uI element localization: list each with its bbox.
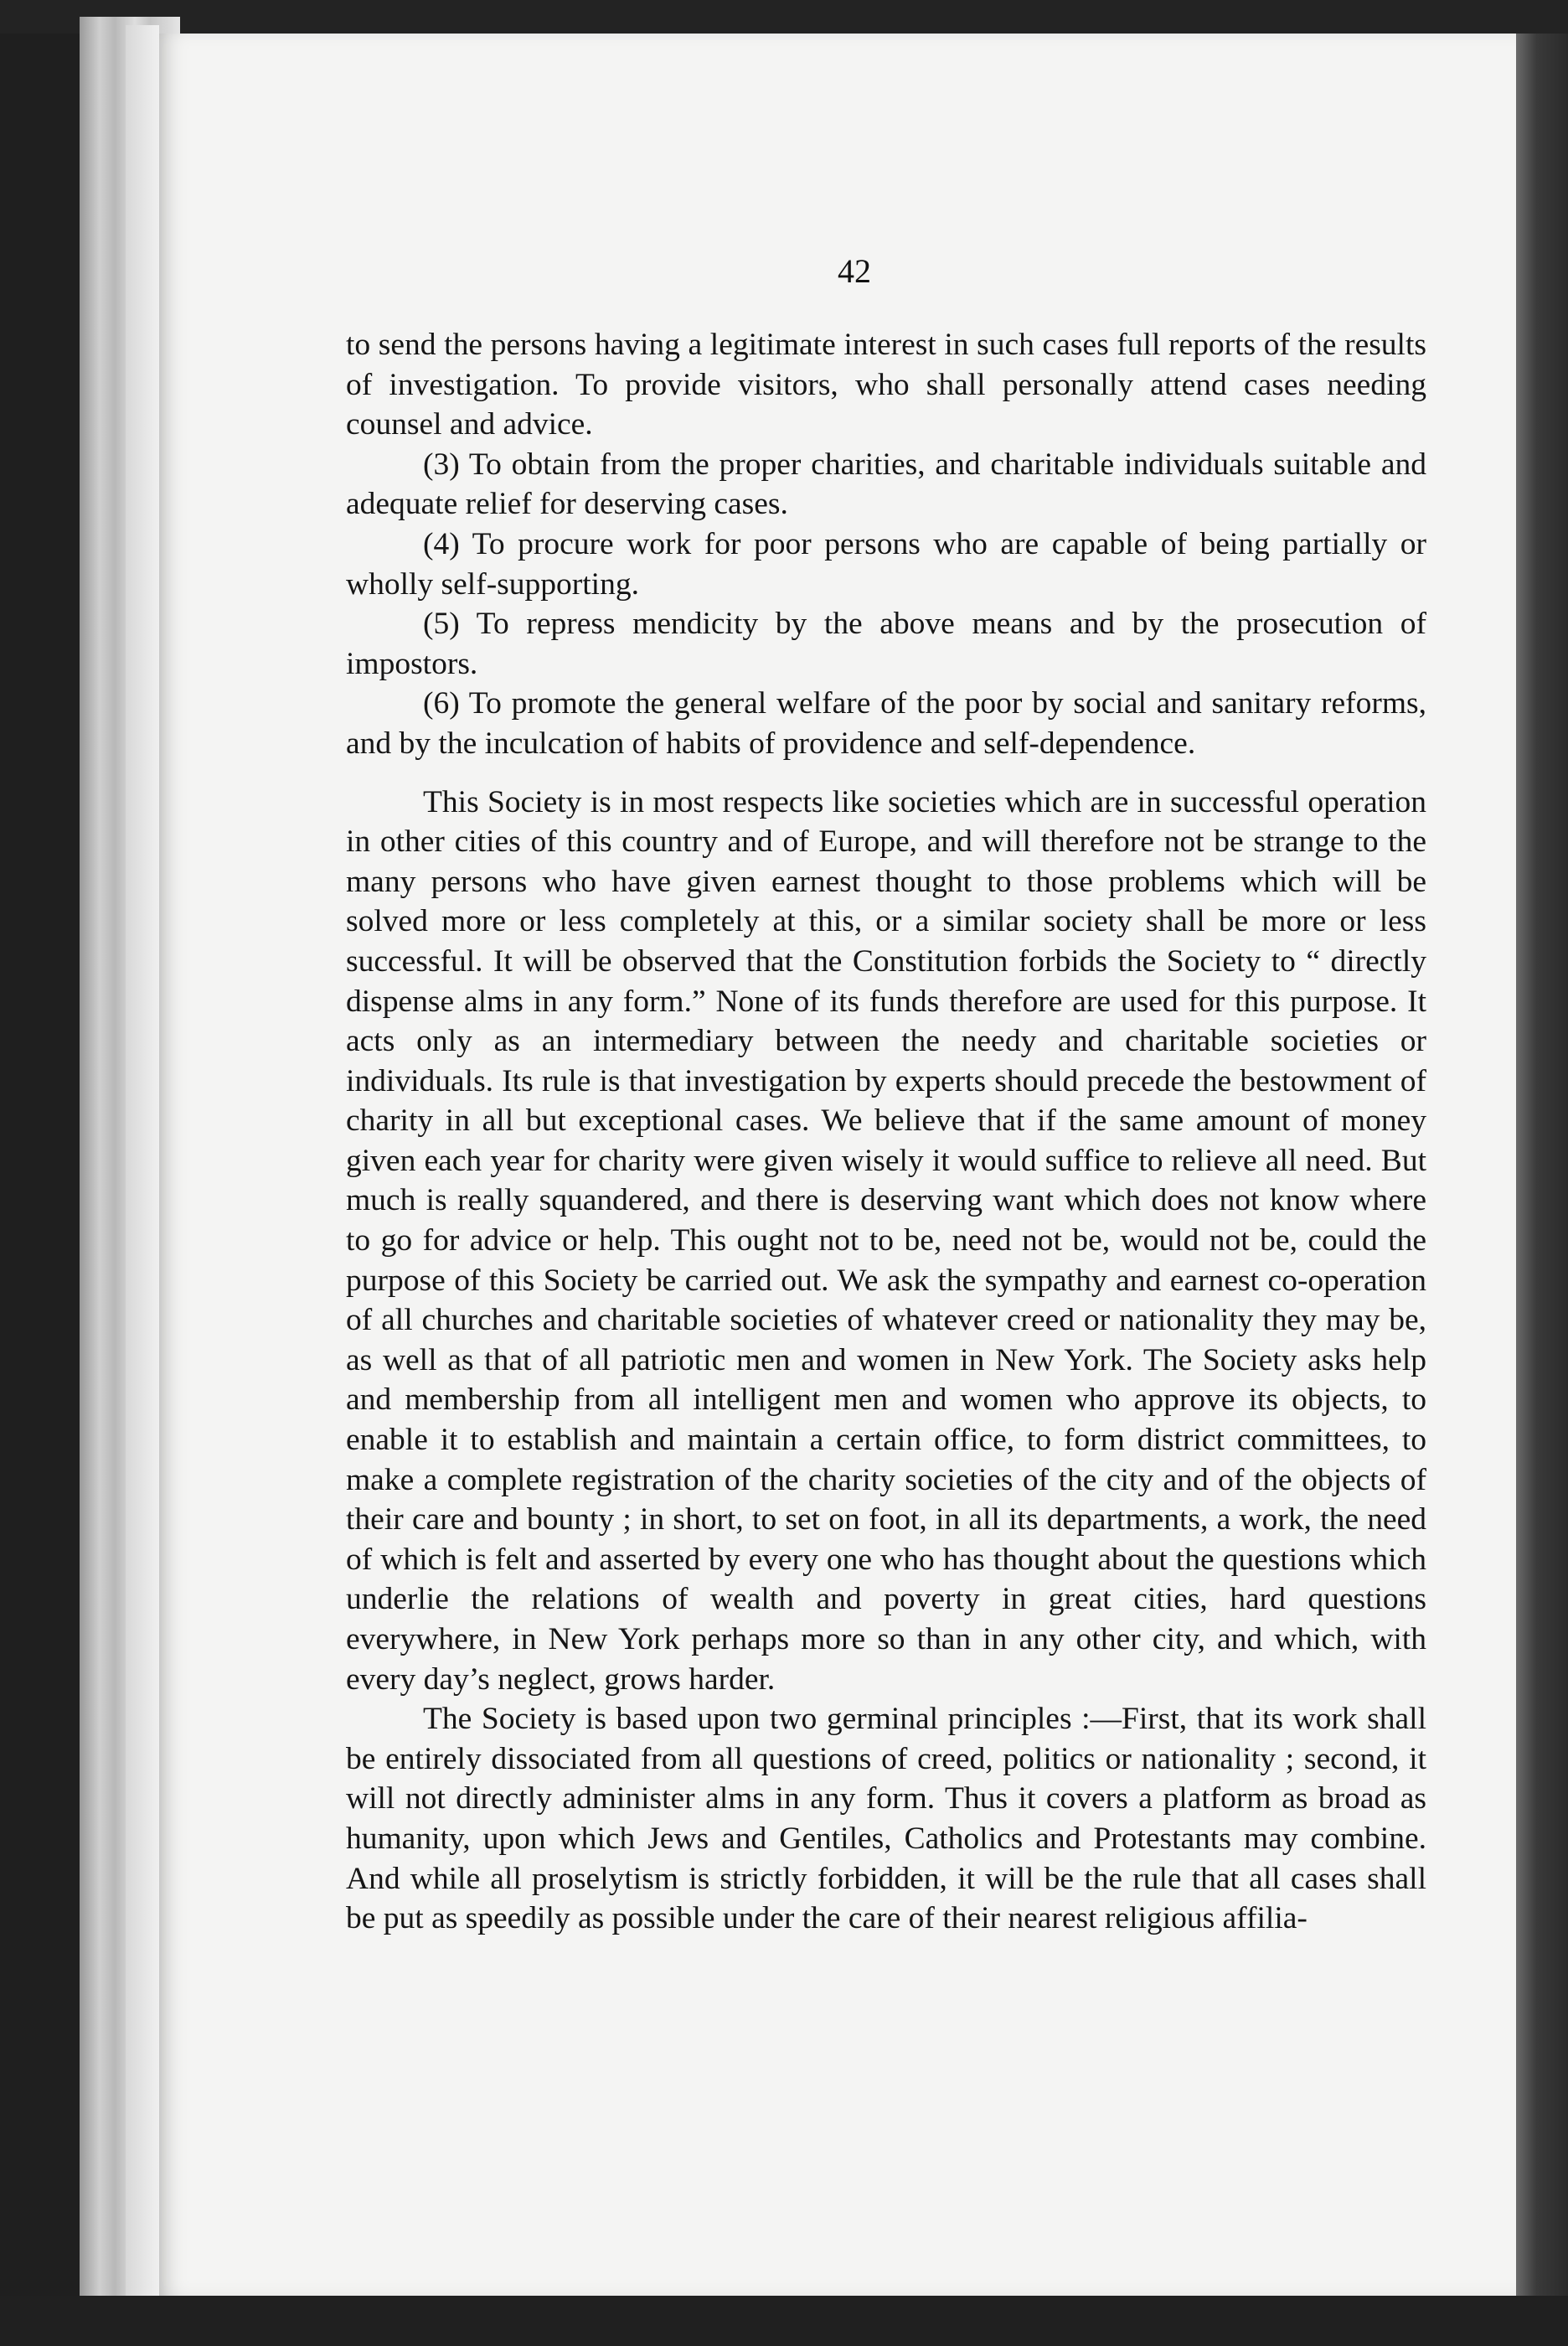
body-text: [346, 325, 1426, 1939]
scanner-background-bottom: [0, 2296, 1568, 2346]
book-page-inner-edge: [126, 25, 159, 2296]
paragraph-continuation: to send the persons having a legitimate interest in such cases full reports of the results of investigation. To provide visitors, who shall personally attend cases needing counsel and advice.: [346, 328, 1426, 442]
paragraph-item-4: (4) To procure work for poor persons who are capable of being partially or wholly self-supporting.: [346, 526, 1426, 602]
paragraph-germinal-principles: The Society is based upon two germinal principles :—First, that its work shall be entirely dissociated from all questions of creed, politics or nationality ; second, it will not directly administer alms in any form. Thus it covers a platform as broad as humanity, upon which Jews and Gentiles, Catholics and Protestants may combine. And while all proselytism is strictly forbidden, it will be the rule that all cases shall be put as speedily as possible under the care of their nearest religious affilia-: [346, 1702, 1426, 1936]
scanner-background-top: [0, 0, 1568, 34]
book-right-shadow: [1516, 34, 1568, 2312]
paragraph-item-6: (6) To promote the general welfare of the poor by social and sanitary reforms, and by the inculcation of habits of providence and self-dependence.: [346, 686, 1426, 761]
paragraph-item-5: (5) To repress mendicity by the above means and by the prosecution of impostors.: [346, 607, 1426, 681]
page-number: 42: [838, 252, 871, 290]
paragraph-society-description: This Society is in most respects like societies which are in successful operation in other cities of this country and of Europe, and will therefore not be strange to the many persons who have given earnest thought to those problems which will be solved more or less completely at this, or a similar society shall be more or less successful. It will be observed that the Constitution forbids the Society to “ directly dispense alms in any form.” None of its funds therefore are used for this purpose. It acts only as an intermediary between the needy and charitable societies or individuals. Its rule is that investigation by experts should precede the bestowment of charity in all but exceptional cases. We believe that if the same amount of money given each year for charity were given wisely it would suffice to relieve all need. But much is really squandered, and there is deserving want which does not know where to go for advice or help. This ought not to be, need not be, would not be, could the purpose of this Society be carried out. We ask the sympathy and earnest co-operation of all churches and charitable societies of whatever creed or nationality they may be, as well as that of all patriotic men and women in New York. The Society asks help and membership from all intelligent men and women who approve its objects, to enable it to establish and maintain a certain office, to form district committees, to make a complete registration of the charity societies of the city and of the objects of their care and bounty ; in short, to set on foot, in all its departments, a work, the need of which is felt and asserted by every one who has thought about the questions which underlie the relations of wealth and poverty in great cities, hard questions everywhere, in New York perhaps more so than in any other city, and which, with every day’s neglect, grows harder.: [346, 784, 1426, 1697]
paragraph-item-3: (3) To obtain from the proper charities, and charitable individuals suitable and adequate relief for deserving cases.: [346, 447, 1426, 522]
